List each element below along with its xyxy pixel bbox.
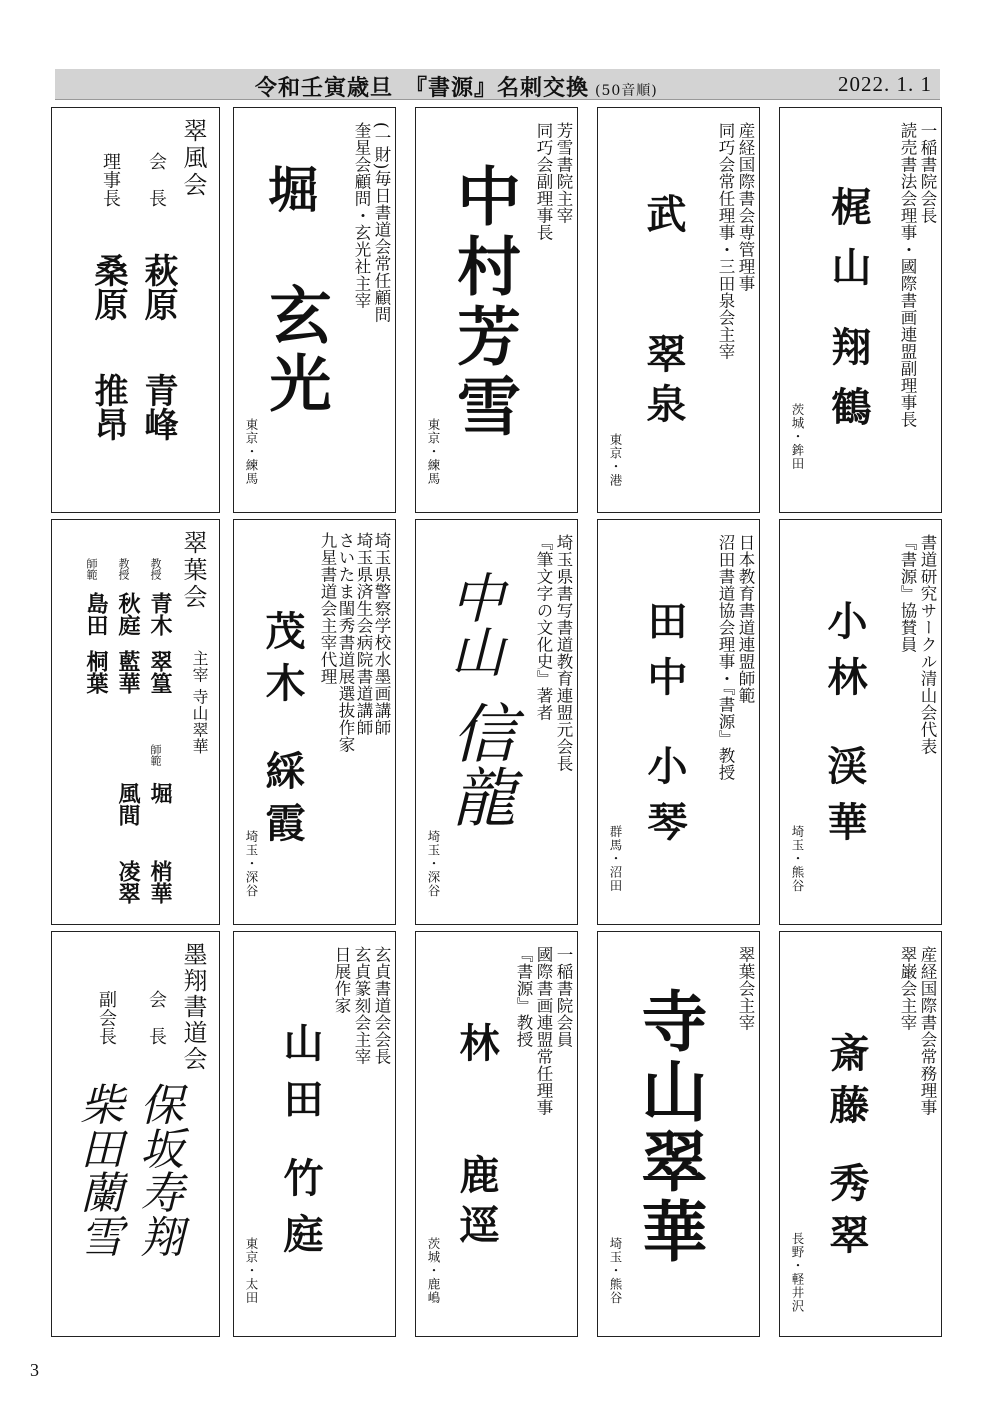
card-saito [779, 931, 942, 1337]
card-affiliation: 一稲書院会長 [918, 122, 937, 224]
card-name-family: 田中 [641, 600, 688, 712]
card-signature: 玄光 [259, 283, 332, 419]
card-take [597, 107, 760, 513]
member-name: 桐葉 [83, 650, 109, 694]
card-affiliation: 書道研究サークル清山会代表 [918, 534, 937, 755]
card-affiliation: (一財)毎日書道会常任顧問 [372, 122, 391, 323]
card-affiliation: 『筆文字の文化史』著者 [534, 534, 553, 721]
card-name-given: 綵霞 [259, 750, 306, 854]
card-affiliation: 産経国際書会専管理事 [736, 122, 755, 292]
member-name: 堀 [147, 782, 173, 804]
card-name-family: 梶山 [825, 186, 872, 306]
page-number: 3 [30, 1360, 39, 1380]
member-name: 青木 [147, 592, 173, 636]
card-bokushokai [51, 931, 220, 1337]
card-kajiyama [779, 107, 942, 513]
card-affiliation: 國際書画連盟常任理事 [534, 946, 553, 1116]
card-name-given: 青峰 [138, 373, 178, 441]
card-location: 群馬・沼田 [608, 825, 623, 893]
member-name: 秋庭 [115, 592, 141, 636]
card-affiliation: 埼玉県書写書道教育連盟元会長 [554, 534, 573, 772]
card-affiliation: 埼玉県済生会病院書道講師 [354, 532, 373, 736]
card-name-family: 小林 [821, 600, 868, 712]
card-name-given: 渓華 [821, 745, 868, 857]
card-suiyokai [51, 519, 220, 925]
card-location: 長野・軽井沢 [790, 1232, 805, 1313]
card-location: 茨城・鹿嶋 [426, 1237, 441, 1305]
card-affiliation: 同巧会副理事長 [534, 122, 553, 241]
card-location: 東京・練馬 [426, 418, 441, 486]
card-affiliation: 沼田書道協会理事・『書源』教授 [716, 534, 735, 781]
card-org-name: 墨翔書道会 [179, 942, 207, 1072]
card-location: 埼玉・深谷 [426, 830, 441, 898]
card-title: 会 長 [146, 990, 167, 1046]
card-name-given: 鹿逕 [453, 1154, 500, 1254]
card-affiliation: 翠巌会主宰 [898, 946, 917, 1031]
card-org-name: 翠葉会 [179, 530, 207, 611]
card-location: 埼玉・深谷 [244, 830, 259, 898]
card-name-given: 翔鶴 [825, 326, 872, 446]
card-suifukai [51, 107, 220, 513]
card-org-name: 翠風会 [179, 118, 207, 199]
card-signature: 寺山翠華 [630, 987, 708, 1267]
header-date: 2022. 1. 1 [838, 72, 932, 96]
card-affiliation: 奎星会顧問・玄光社主宰 [352, 122, 371, 309]
card-name-family: 萩原 [138, 253, 178, 321]
card-signature: 信龍 [441, 700, 515, 828]
card-name-family: 武 [640, 193, 687, 233]
card-nakayama [415, 519, 578, 925]
card-affiliation: 玄貞篆刻会主宰 [352, 946, 371, 1065]
card-affiliation: 同巧会常任理事・三田泉会主宰 [716, 122, 735, 360]
card-affiliation: 産経国際書会常務理事 [918, 946, 937, 1116]
card-kobayashi [779, 519, 942, 925]
header-band [55, 69, 940, 100]
card-title: 理事長 [100, 152, 121, 208]
card-affiliation: 埼玉県警察学校水墨画講師 [372, 532, 391, 736]
card-affiliation: 翠葉会主宰 [736, 946, 755, 1031]
card-location: 東京・練馬 [244, 418, 259, 486]
member-name: 凌翠 [115, 860, 141, 904]
card-affiliation: 一稲書院会員 [554, 946, 573, 1048]
card-location: 埼玉・熊谷 [790, 825, 805, 893]
card-signature: 中山 [442, 570, 505, 678]
card-hayashi [415, 931, 578, 1337]
card-affiliation: 『書源』教授 [514, 946, 533, 1048]
card-signature: 保坂寿翔 [132, 1082, 183, 1258]
card-title: 会 長 [146, 152, 167, 208]
member-name: 翠篁 [147, 650, 173, 694]
header-order-note: (50音順) [595, 83, 658, 99]
card-affiliation: 読売書法会理事・國際書画連盟副理事長 [898, 122, 917, 428]
card-affiliation: 芳雪書院主宰 [554, 122, 573, 224]
card-location: 東京・港 [608, 433, 623, 487]
member-name: 島田 [83, 592, 109, 636]
card-motegi [233, 519, 396, 925]
card-affiliation: 日本教育書道連盟師範 [736, 534, 755, 704]
card-signature: 柴田蘭雪 [72, 1082, 123, 1258]
member-title: 師範 [149, 744, 162, 766]
card-title: 副会長 [96, 990, 117, 1046]
card-name-given: 竹庭 [277, 1157, 324, 1269]
card-signature: 中村芳雪 [446, 163, 521, 443]
card-name-given: 秀翠 [823, 1162, 870, 1266]
card-name-family: 斎藤 [823, 1032, 870, 1136]
card-affiliation: 『書源』協賛員 [898, 534, 917, 653]
member-title: 教授 [117, 558, 130, 580]
card-affiliation: 日展作家 [332, 946, 351, 1014]
card-name-given: 翠泉 [640, 333, 687, 433]
card-hori [233, 107, 396, 513]
card-nakamura [415, 107, 578, 513]
member-name: 藍華 [115, 650, 141, 694]
card-affiliation: 玄貞書道会会長 [372, 946, 391, 1065]
card-signature: 堀 [260, 163, 319, 213]
card-head: 主宰 寺山翠華 [190, 650, 209, 755]
header-title: 令和壬寅歳旦 『書源』名刺交換 (50音順) [255, 75, 658, 101]
card-terayama [597, 931, 760, 1337]
card-name-family: 林 [453, 1022, 500, 1062]
card-affiliation: さいたま閨秀書道展選抜作家 [336, 532, 355, 753]
member-name: 風間 [115, 782, 141, 826]
card-location: 茨城・鉾田 [790, 403, 805, 471]
member-name: 梢華 [147, 860, 173, 904]
member-title: 教授 [149, 558, 162, 580]
card-name-family: 茂木 [259, 610, 306, 714]
card-name-family: 山田 [277, 1022, 324, 1134]
member-title: 師範 [85, 558, 98, 580]
card-yamada [233, 931, 396, 1337]
card-name-family: 桑原 [88, 253, 128, 321]
card-affiliation: 九星書道会主宰代理 [318, 532, 337, 685]
card-name-given: 推昂 [88, 373, 128, 441]
card-name-given: 小琴 [641, 745, 688, 857]
card-location: 東京・太田 [244, 1237, 259, 1305]
card-location: 埼玉・熊谷 [608, 1237, 623, 1305]
card-tanaka [597, 519, 760, 925]
